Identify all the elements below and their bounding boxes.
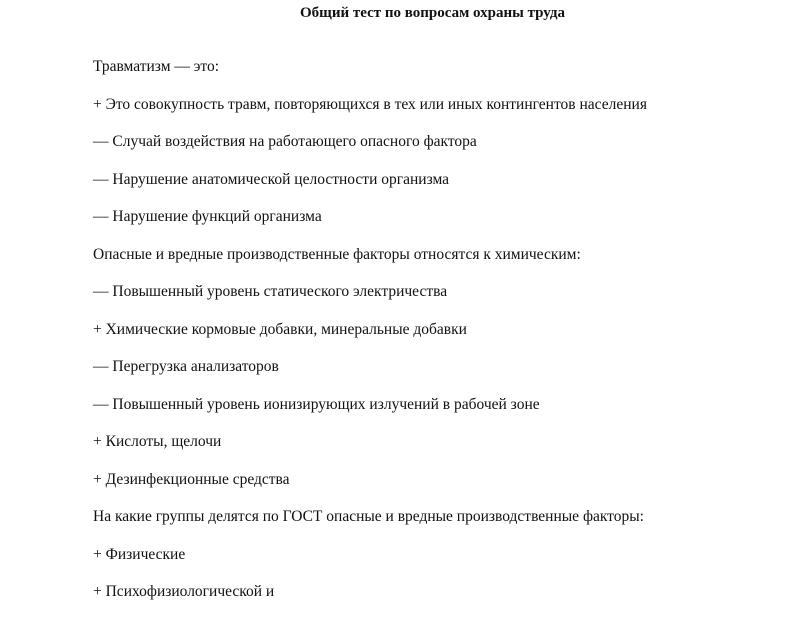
answer-line: + Химические кормовые добавки, минеральные добавки <box>93 320 467 338</box>
answer-line: — Повышенный уровень статического электричества <box>93 283 448 300</box>
question-3: На какие группы делятся по ГОСТ опасные и вредные производственные факторы: <box>93 508 644 525</box>
answer-line: + Физические <box>93 545 186 563</box>
answer-line: — Нарушение функций организма <box>93 208 322 225</box>
document-title: Общий тест по вопросам охраны труда <box>300 5 565 21</box>
answer-line: — Перегрузка анализаторов <box>93 358 279 375</box>
answer-line: + Психофизиологической и <box>93 583 275 600</box>
question-1: Травматизм — это: <box>93 58 220 75</box>
answer-line: + Это совокупность травм, повторяющихся в тех или иных контингентов населения <box>93 95 647 113</box>
answer-line: + Дезинфекционные средства <box>93 470 290 488</box>
answer-line: — Нарушение анатомической целостности организма <box>93 170 450 188</box>
question-2: Опасные и вредные производственные факторы относятся к химическим: <box>93 245 581 263</box>
answer-line: — Повышенный уровень ионизирующих излучений в рабочей зоне <box>93 395 540 413</box>
answer-line: — Случай воздействия на работающего опасного фактора <box>93 133 477 150</box>
document-body <box>93 57 783 620</box>
answer-line: + Кислоты, щелочи <box>93 433 222 450</box>
